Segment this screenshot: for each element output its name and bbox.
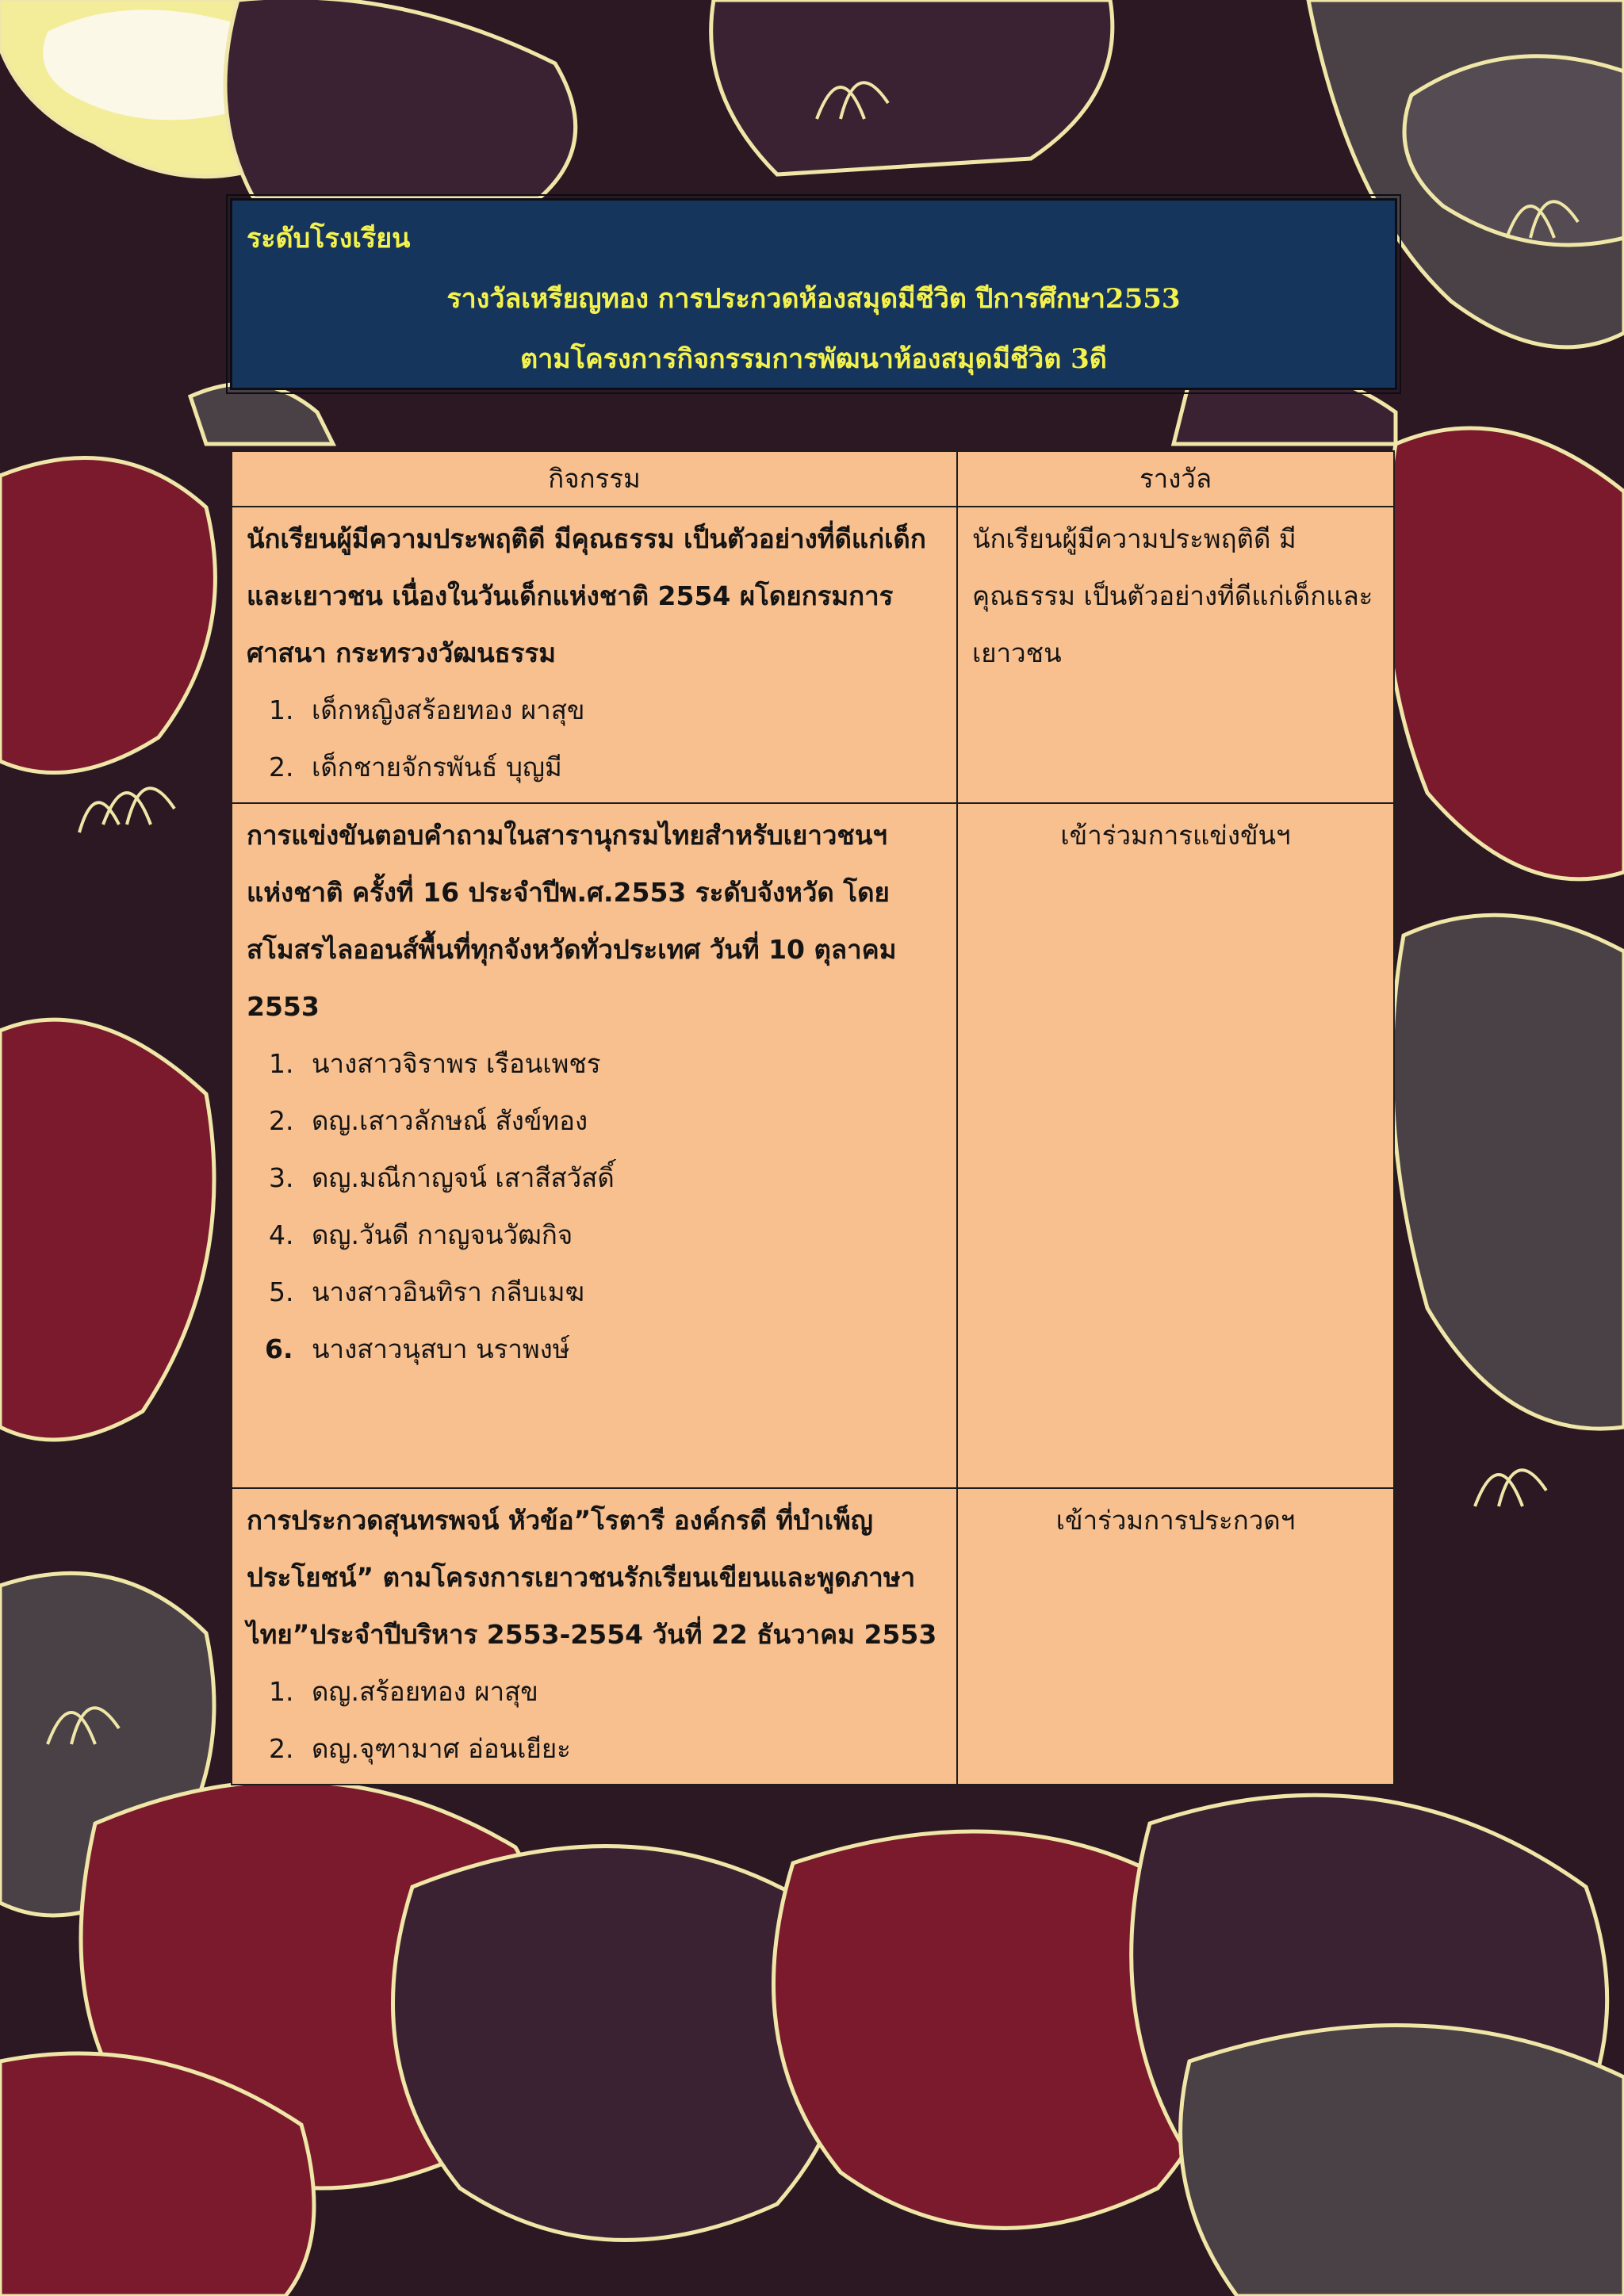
activity-cell bbox=[232, 803, 957, 1488]
table-header-row bbox=[232, 451, 1394, 507]
header-banner bbox=[230, 198, 1397, 390]
participant-name: 5. นางสาวอินทิรา กลีบเมฆ bbox=[302, 1264, 942, 1321]
participant-list bbox=[247, 1035, 942, 1378]
award-cell: เข้าร่วมการประกวดฯ bbox=[957, 1488, 1394, 1785]
participant-name: 2. เด็กชายจักรพันธ์ บุญมี bbox=[302, 739, 942, 796]
school-level-label: ระดับโรงเรียน bbox=[247, 223, 411, 254]
gold-award-title: รางวัลเหรียญทอง การประกวดห้องสมุดมีชีวิต ปีการศึกษา2553 bbox=[446, 283, 1181, 315]
award-cell: เข้าร่วมการแข่งขันฯ bbox=[957, 803, 1394, 1488]
activity-cell bbox=[232, 507, 957, 803]
awards-table bbox=[231, 450, 1395, 1785]
participant-list bbox=[247, 682, 942, 796]
participant-name: 2. ดญ.เสาวลักษณ์ สังข์ทอง bbox=[302, 1093, 942, 1150]
activity-title: การประกวดสุนทรพจน์ หัวข้อ”โรตารี องค์กรดี ที่บำเพ็ญประโยชน์” ตามโครงการเยาวชนรักเรียนเขียนและพูดภาษาไทย”ประจำปีบริหาร 2553-2554 วันที่ 22 ธันวาคม 2553 bbox=[247, 1505, 937, 1650]
participant-name: 6. นางสาวนุสบา นราพงษ์ bbox=[302, 1321, 942, 1378]
table-row bbox=[232, 1488, 1394, 1785]
activity-cell bbox=[232, 1488, 957, 1785]
activity-column-header: กิจกรรม bbox=[232, 451, 957, 507]
award-cell: นักเรียนผู้มีความประพฤติดี มีคุณธรรม เป็นตัวอย่างที่ดีแก่เด็กและเยาวชน bbox=[957, 507, 1394, 803]
participant-name: 1. นางสาวจิราพร เรือนเพชร bbox=[302, 1035, 942, 1093]
table-row bbox=[232, 803, 1394, 1488]
participant-name: 3. ดญ.มณีกาญจน์ เสาสีสวัสดิ์ bbox=[302, 1150, 942, 1207]
award-column-header: รางวัล bbox=[957, 451, 1394, 507]
project-subtitle: ตามโครงการกิจกรรมการพัฒนาห้องสมุดมีชีวิต 3ดี bbox=[520, 343, 1107, 375]
participant-name: 2. ดญ.จุฑามาศ อ่อนเยียะ bbox=[302, 1720, 942, 1777]
participant-name: 4. ดญ.วันดี กาญจนวัฒกิจ bbox=[302, 1207, 942, 1264]
participant-list bbox=[247, 1663, 942, 1777]
participant-name: 1. ดญ.สร้อยทอง ผาสุข bbox=[302, 1663, 942, 1720]
participant-name: 1. เด็กหญิงสร้อยทอง ผาสุข bbox=[302, 682, 942, 739]
activity-title: การแข่งขันตอบคำถามในสารานุกรมไทยสำหรับเยาวชนฯ แห่งชาติ ครั้งที่ 16 ประจำปีพ.ศ.2553 ระดับจังหวัด โดยสโมสรไลออนส์พื้นที่ทุกจังหวัดทั่วประเทศ วันที่ 10 ตุลาคม 2553 bbox=[247, 820, 897, 1022]
activity-title: นักเรียนผู้มีความประพฤติดี มีคุณธรรม เป็นตัวอย่างที่ดีแก่เด็กและเยาวชน เนื่องในวันเด็กแห่งชาติ 2554 ผโดยกรมการศาสนา กระทรวงวัฒนธรรม bbox=[247, 523, 926, 668]
table-row bbox=[232, 507, 1394, 803]
